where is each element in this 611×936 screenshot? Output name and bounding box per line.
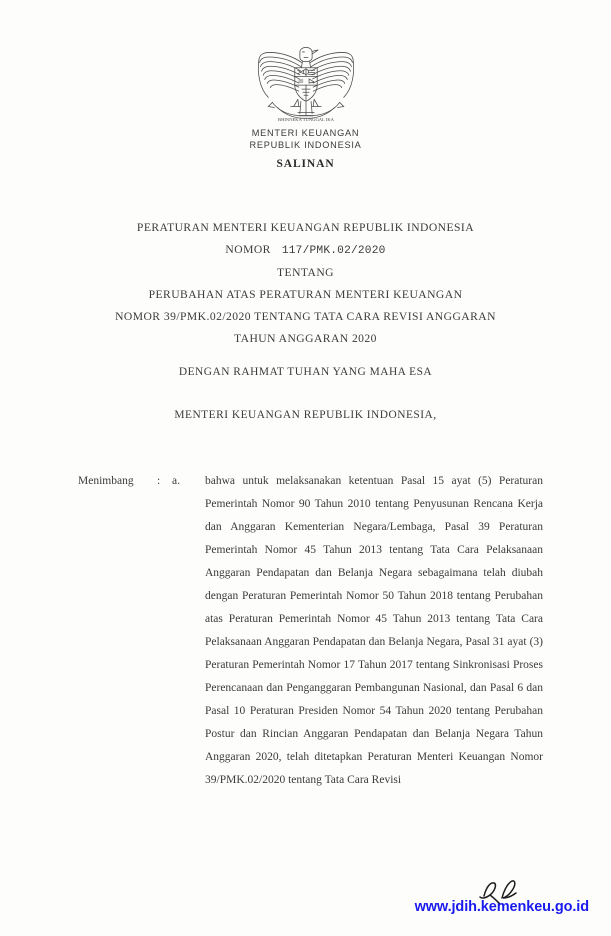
considerans-section [78,470,543,792]
ministry-line-1: MENTERI KEUANGAN [251,128,360,138]
nomor-label: NOMOR [225,243,271,256]
title-line-6: TAHUN ANGGARAN 2020 [234,332,377,345]
ministry-caption [0,128,611,151]
svg-text:BHINNEKA TUNGGAL IKA: BHINNEKA TUNGGAL IKA [277,116,334,122]
considerans-colon: : [157,475,161,487]
nomor-value: 117/PMK.02/2020 [281,245,386,257]
jdih-url[interactable]: www.jdih.kemenkeu.go.id [414,899,589,915]
emblem-container [0,36,611,126]
title-line-1: PERATURAN MENTERI KEUANGAN REPUBLIK INDONESIA [136,221,475,234]
issuing-institution: MENTERI KEUANGAN REPUBLIK INDONESIA, [174,409,437,421]
regulation-title-block [0,217,611,350]
considerans-item-letter: a. [172,475,180,487]
considerans-item-text: bahwa untuk melaksanakan ketentuan Pasal 15 ayat (5) Peraturan Pemerintah Nomor 90 Tahun 2010 tentang Penyusunan Rencana Kerja dan Anggaran Kementerian Negara/Lembaga, Pasal 39 Peraturan Pemerintah Nomor 45 Tahun 2013 tentang Tata Cara Pelaksanaan Anggaran Pendapatan dan Belanja Negara sebagaimana telah diubah dengan Peraturan Pemerintah Nomor 50 Tahun 2018 tentang Perubahan atas Peraturan Pemerintah Nomor 45 Tahun 2013 tentang Tata Cara Pelaksanaan Anggaran Pendapatan dan Belanja Negara, Pasal 31 ayat (3) Peraturan Pemerintah Nomor 17 Tahun 2017 tentang Sinkronisasi Proses Perencanaan dan Penganggaran Pembangunan Nasional, dan Pasal 6 dan Pasal 10 Peraturan Presiden Nomor 54 Tahun 2020 tentang Perubahan Postur dan Rincian Anggaran Pendapatan dan Belanja Negara Tahun Anggaran 2020, telah ditetapkan Peraturan Menteri Keuangan Nomor 39/PMK.02/2020 tentang Tata Cara Revisi [205,475,543,786]
title-tentang: TENTANG [277,266,334,279]
title-number-line [0,239,611,262]
blessing-line: DENGAN RAHMAT TUHAN YANG MAHA ESA [178,366,433,378]
considerans-label: Menimbang [78,475,134,487]
garuda-pancasila-emblem [255,36,357,126]
title-line-5: NOMOR 39/PMK.02/2020 TENTANG TATA CARA REVISI ANGGARAN [115,310,496,323]
considerans-row [78,470,543,792]
copy-mark: SALINAN [276,158,335,170]
ministry-line-2: REPUBLIK INDONESIA [249,139,362,150]
title-line-4: PERUBAHAN ATAS PERATURAN MENTERI KEUANGAN [148,288,463,301]
